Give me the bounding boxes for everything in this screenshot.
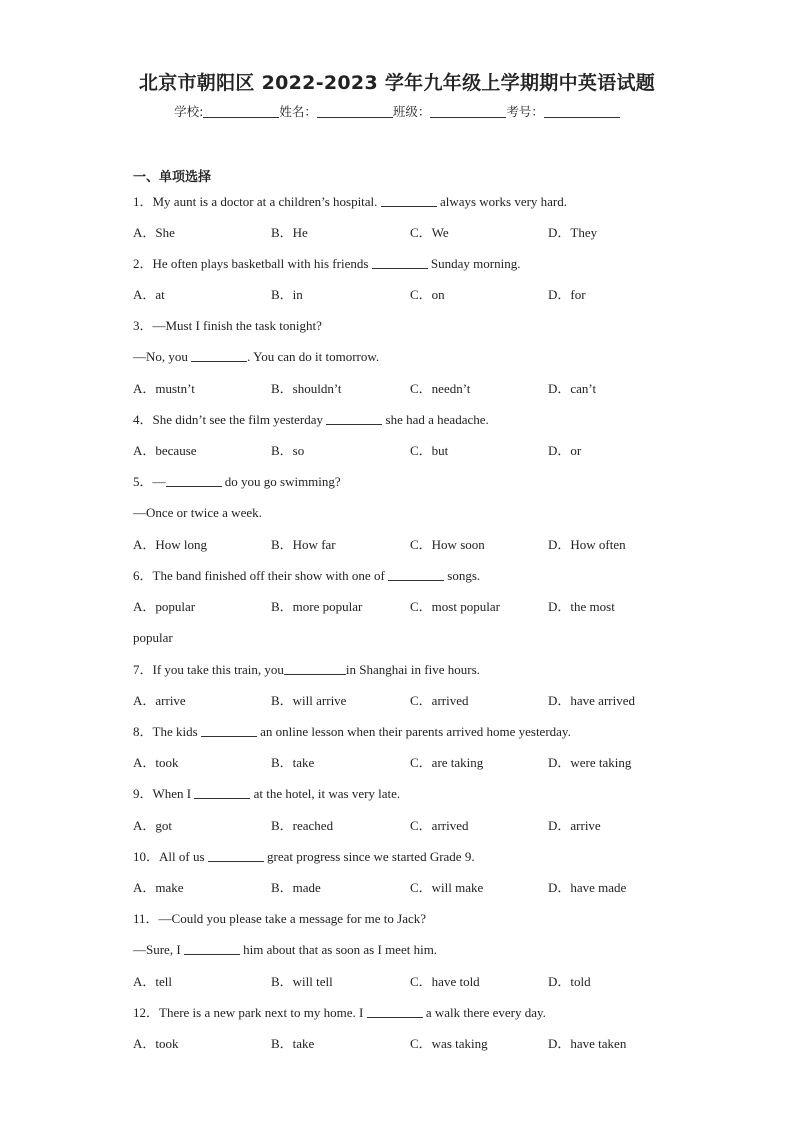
answer-blank [194,787,250,799]
answer-blank [388,569,444,581]
q1-option-a[interactable]: A．She [133,225,175,240]
answer-blank [191,350,247,362]
q8-option-d[interactable]: D．were taking [548,755,632,770]
q5-option-c[interactable]: C．How soon [410,537,485,552]
q4-option-b[interactable]: B．so [271,443,305,458]
answer-blank [166,475,222,487]
question-4-stem: 4．She didn’t see the film yesterday she had a headache. [133,412,489,427]
q3-option-d[interactable]: D．can’t [548,381,597,396]
number-blank[interactable] [544,105,620,118]
q12-option-d[interactable]: D．have taken [548,1036,627,1051]
question-5-reply: —Once or twice a week. [133,505,262,520]
answer-blank [381,195,437,207]
q2-option-a[interactable]: A．at [133,287,165,302]
q7-option-b[interactable]: B．will arrive [271,693,347,708]
answer-blank [201,725,257,737]
question-3-reply: —No, you . You can do it tomorrow. [133,349,380,364]
q9-option-d[interactable]: D．arrive [548,818,601,833]
q12-option-a[interactable]: A．took [133,1036,179,1051]
q2-option-d[interactable]: D．for [548,287,586,302]
name-label: 姓名： [279,104,317,119]
q8-option-b[interactable]: B．take [271,755,315,770]
q2-option-c[interactable]: C．on [410,287,445,302]
q12-option-c[interactable]: C．was taking [410,1036,488,1051]
q5-option-a[interactable]: A．How long [133,537,208,552]
q11-option-a[interactable]: A．tell [133,974,172,989]
q12-option-b[interactable]: B．take [271,1036,315,1051]
q6-option-b[interactable]: B．more popular [271,599,363,614]
q11-option-c[interactable]: C．have told [410,974,480,989]
question-3-stem: 3．—Must I finish the task tonight? [133,318,322,333]
answer-blank [367,1006,423,1018]
question-9-stem: 9．When I at the hotel, it was very late. [133,786,401,801]
class-label: 班级： [392,104,431,119]
question-6-stem: 6．The band finished off their show with one of songs. [133,568,481,583]
q4-option-c[interactable]: C．but [410,443,449,458]
q7-option-a[interactable]: A．arrive [133,693,186,708]
school-blank[interactable] [203,105,279,118]
question-8-stem: 8．The kids an online lesson when their parents arrived home yesterday. [133,724,571,739]
question-2-stem: 2．He often plays basketball with his friends Sunday morning. [133,256,521,271]
q9-option-c[interactable]: C．arrived [410,818,469,833]
section-title: 一、单项选择 [133,170,212,185]
q6-option-c[interactable]: C．most popular [410,599,500,614]
answer-blank [284,663,346,675]
q9-option-a[interactable]: A．got [133,818,173,833]
q10-option-a[interactable]: A．make [133,880,184,895]
q4-option-d[interactable]: D．or [548,443,582,458]
q8-option-c[interactable]: C．are taking [410,755,484,770]
q10-option-c[interactable]: C．will make [410,880,484,895]
question-11-stem: 11．—Could you please take a message for me to Jack? [133,911,427,926]
q11-option-b[interactable]: B．will tell [271,974,333,989]
q1-option-d[interactable]: D．They [548,225,598,240]
question-10-stem: 10．All of us great progress since we started Grade 9. [133,849,475,864]
class-blank[interactable] [430,105,506,118]
q5-option-d[interactable]: D．How often [548,537,626,552]
name-blank[interactable] [317,105,393,118]
q11-option-d[interactable]: D．told [548,974,591,989]
question-5-stem: 5．— do you go swimming? [133,474,341,489]
student-info-line [0,102,794,120]
q10-option-b[interactable]: B．made [271,880,321,895]
q4-option-a[interactable]: A．because [133,443,197,458]
q1-option-b[interactable]: B．He [271,225,308,240]
q1-option-c[interactable]: C．We [410,225,449,240]
q3-option-a[interactable]: A．mustn’t [133,381,195,396]
question-7-stem: 7．If you take this train, you in Shanghai in five hours. [133,662,480,677]
q5-option-b[interactable]: B．How far [271,537,336,552]
q10-option-d[interactable]: D．have made [548,880,627,895]
q3-option-c[interactable]: C．needn’t [410,381,471,396]
q7-option-c[interactable]: C．arrived [410,693,469,708]
answer-blank [184,943,240,955]
q6-option-d-wrap: popular [133,630,173,645]
question-12-stem: 12．There is a new park next to my home. I a walk there every day. [133,1005,546,1020]
school-label: 学校: [174,104,204,119]
number-label: 考号： [506,104,544,119]
page-title: 北京市朝阳区 2022-2023 学年九年级上学期期中英语试题 [138,72,656,94]
question-11-reply: —Sure, I him about that as soon as I meet him. [133,942,438,957]
q3-option-b[interactable]: B．shouldn’t [271,381,342,396]
answer-blank [208,850,264,862]
q2-option-b[interactable]: B．in [271,287,303,302]
answer-blank [372,257,428,269]
answer-blank [326,413,382,425]
question-1-stem: 1．My aunt is a doctor at a children’s hospital. always works very hard. [133,194,568,209]
q6-option-d[interactable]: D．the most [548,599,615,614]
q7-option-d[interactable]: D．have arrived [548,693,635,708]
q8-option-a[interactable]: A．took [133,755,179,770]
q6-option-a[interactable]: A．popular [133,599,196,614]
q9-option-b[interactable]: B．reached [271,818,334,833]
